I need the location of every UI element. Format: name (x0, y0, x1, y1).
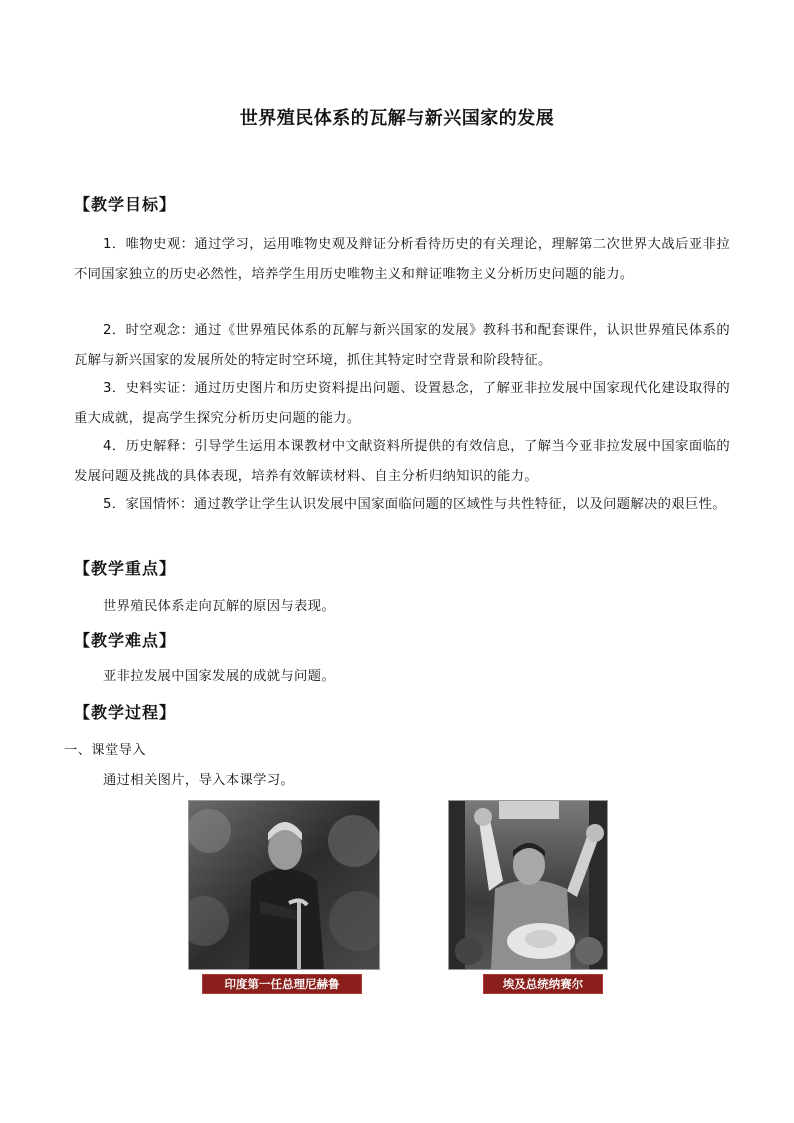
key-points-text: 世界殖民体系走向瓦解的原因与表现。 (103, 599, 335, 614)
goal-item-5: 5．家国情怀：通过教学让学生认识发展中国家面临问题的区域性与共性特征，以及问题解决的艰巨性。 (103, 497, 726, 512)
key-points-heading: 【教学重点】 (74, 559, 177, 578)
difficulty-heading: 【教学难点】 (74, 631, 177, 650)
nehru-caption: 印度第一任总理尼赫鲁 (202, 974, 362, 994)
goals-heading: 【教学目标】 (74, 195, 177, 214)
intro-text: 通过相关图片，导入本课学习。 (103, 773, 295, 788)
nasser-photo (448, 800, 608, 970)
difficulty-text: 亚非拉发展中国家发展的成就与问题。 (103, 669, 335, 684)
nasser-photo-illustration (449, 801, 607, 969)
goal-item-1: 1．唯物史观：通过学习，运用唯物史观及辩证分析看待历史的有关理论，理解第二次世界大战后亚非拉不同国家独立的历史必然性，培养学生用历史唯物主义和辩证唯物主义分析历史问题的能力。 (74, 237, 730, 282)
process-heading: 【教学过程】 (74, 703, 177, 722)
goal-item-4: 4．历史解释：引导学生运用本课教材中文献资料所提供的有效信息，了解当今亚非拉发展中国家面临的发展问题及挑战的具体表现，培养有效解读材料、自主分析归纳知识的能力。 (74, 439, 730, 484)
goal-item-2: 2．时空观念：通过《世界殖民体系的瓦解与新兴国家的发展》教科书和配套课件，认识世界殖民体系的瓦解与新兴国家的发展所处的特定时空环境，抓住其特定时空背景和阶段特征。 (74, 323, 730, 368)
intro-label: 一、课堂导入 (64, 743, 146, 758)
nasser-caption: 埃及总统纳赛尔 (483, 974, 603, 994)
nehru-photo-illustration (189, 801, 379, 969)
nehru-photo (188, 800, 380, 970)
document-title: 世界殖民体系的瓦解与新兴国家的发展 (239, 108, 555, 129)
goal-item-3: 3．史料实证：通过历史图片和历史资料提出问题、设置悬念，了解亚非拉发展中国家现代化建设取得的重大成就，提高学生探究分析历史问题的能力。 (74, 381, 730, 426)
